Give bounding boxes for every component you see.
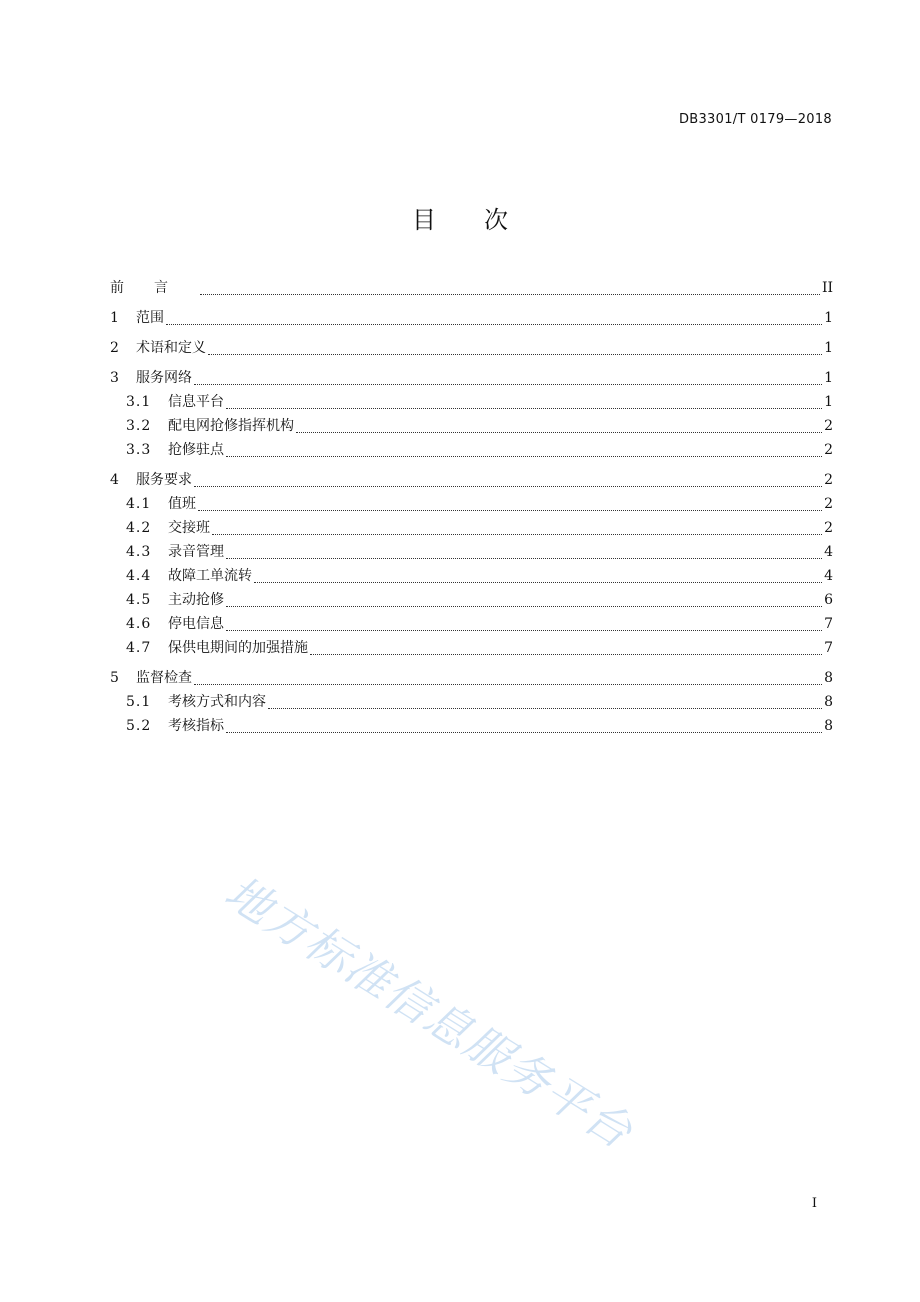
toc-leader-dots: [296, 431, 822, 433]
toc-entry-number: 5.1: [126, 694, 152, 710]
toc-entry[interactable]: [110, 540, 833, 564]
toc-entry[interactable]: [110, 366, 833, 390]
toc-entry-page: 2: [824, 472, 833, 488]
page-title: 目次: [412, 206, 556, 234]
toc-entry-number: 5.2: [126, 718, 152, 734]
toc-entry-number: 4.6: [126, 616, 152, 632]
toc-entry-page: II: [821, 280, 833, 296]
toc-entry-page: 7: [824, 640, 833, 656]
toc-entry-label: 主动抢修: [168, 592, 224, 608]
toc-entry-label: 前言: [110, 280, 198, 296]
toc-entry[interactable]: [110, 564, 833, 588]
toc-entry[interactable]: [110, 390, 833, 414]
toc-entry-label: 服务要求: [136, 472, 192, 488]
toc-leader-dots: [212, 533, 822, 535]
toc-leader-dots: [198, 509, 822, 511]
watermark: 地方标准信息服务平台: [215, 865, 643, 1160]
toc-entry-page: 2: [824, 442, 833, 458]
toc-entry[interactable]: [110, 666, 833, 690]
toc-leader-dots: [226, 455, 822, 457]
toc-entry[interactable]: [110, 714, 833, 738]
toc-entry-label: 录音管理: [168, 544, 224, 560]
toc-entry-number: 4.7: [126, 640, 152, 656]
toc-entry-label: 保供电期间的加强措施: [168, 640, 308, 656]
toc-entry-label: 抢修驻点: [168, 442, 224, 458]
toc-entry-label: 配电网抢修指挥机构: [168, 418, 294, 434]
toc-entry[interactable]: [110, 690, 833, 714]
toc-leader-dots: [200, 293, 820, 295]
toc-entry-number: 3.3: [126, 442, 152, 458]
toc-entry-page: 4: [824, 544, 833, 560]
toc-entry-number: 2: [110, 340, 119, 356]
toc-entry[interactable]: [110, 516, 833, 540]
toc-entry-page: 1: [824, 394, 833, 410]
document-code: DB3301/T 0179—2018: [678, 112, 832, 127]
toc-entry[interactable]: [110, 414, 833, 438]
toc-entry-label: 交接班: [168, 520, 210, 536]
toc-leader-dots: [268, 707, 822, 709]
toc-entry-number: 3.2: [126, 418, 152, 434]
toc-leader-dots: [194, 383, 822, 385]
toc-entry-label: 考核方式和内容: [168, 694, 266, 710]
toc-entry-label: 值班: [168, 496, 196, 512]
toc-entry-page: 8: [824, 694, 833, 710]
toc-entry-number: 4.1: [126, 496, 152, 512]
toc-entry[interactable]: [110, 468, 833, 492]
toc-entry[interactable]: [110, 636, 833, 660]
toc-entry-page: 1: [824, 310, 833, 326]
toc-entry-page: 8: [824, 718, 833, 734]
toc-entry-number: 3.1: [126, 394, 152, 410]
toc-entry-number: 3: [110, 370, 119, 386]
toc-entry-number: 4.5: [126, 592, 152, 608]
toc-entry-page: 8: [824, 670, 833, 686]
toc-entry-page: 6: [824, 592, 833, 608]
toc-leader-dots: [254, 581, 822, 583]
toc-entry-label: 考核指标: [168, 718, 224, 734]
toc-entry-number: 5: [110, 670, 119, 686]
toc-entry-label: 服务网络: [136, 370, 192, 386]
toc-leader-dots: [310, 653, 822, 655]
toc-entry-page: 1: [824, 340, 833, 356]
table-of-contents: [110, 276, 833, 738]
toc-entry-label: 故障工单流转: [168, 568, 252, 584]
page-number: I: [811, 1196, 817, 1211]
toc-leader-dots: [208, 353, 822, 355]
toc-leader-dots: [226, 557, 822, 559]
toc-leader-dots: [166, 323, 822, 325]
toc-leader-dots: [226, 731, 822, 733]
toc-entry-number: 4.4: [126, 568, 152, 584]
toc-entry-page: 7: [824, 616, 833, 632]
toc-entry-number: 4.3: [126, 544, 152, 560]
toc-entry[interactable]: [110, 438, 833, 462]
toc-entry-label: 信息平台: [168, 394, 224, 410]
toc-leader-dots: [226, 407, 822, 409]
toc-entry-number: 1: [110, 310, 119, 326]
toc-entry-page: 4: [824, 568, 833, 584]
toc-entry-page: 2: [824, 418, 833, 434]
toc-leader-dots: [226, 605, 822, 607]
toc-entry-page: 2: [824, 496, 833, 512]
toc-entry-label: 范围: [136, 310, 164, 326]
toc-entry[interactable]: [110, 306, 833, 330]
toc-entry-page: 1: [824, 370, 833, 386]
toc-entry[interactable]: [110, 588, 833, 612]
toc-entry[interactable]: [110, 336, 833, 360]
toc-entry-page: 2: [824, 520, 833, 536]
toc-leader-dots: [194, 683, 822, 685]
toc-entry-label: 停电信息: [168, 616, 224, 632]
toc-leader-dots: [194, 485, 822, 487]
toc-leader-dots: [226, 629, 822, 631]
toc-entry-number: 4.2: [126, 520, 152, 536]
toc-entry-label: 监督检查: [136, 670, 192, 686]
toc-entry[interactable]: [110, 612, 833, 636]
toc-entry-label: 术语和定义: [136, 340, 206, 356]
toc-entry[interactable]: [110, 492, 833, 516]
toc-entry[interactable]: [110, 276, 833, 300]
toc-entry-number: 4: [110, 472, 119, 488]
